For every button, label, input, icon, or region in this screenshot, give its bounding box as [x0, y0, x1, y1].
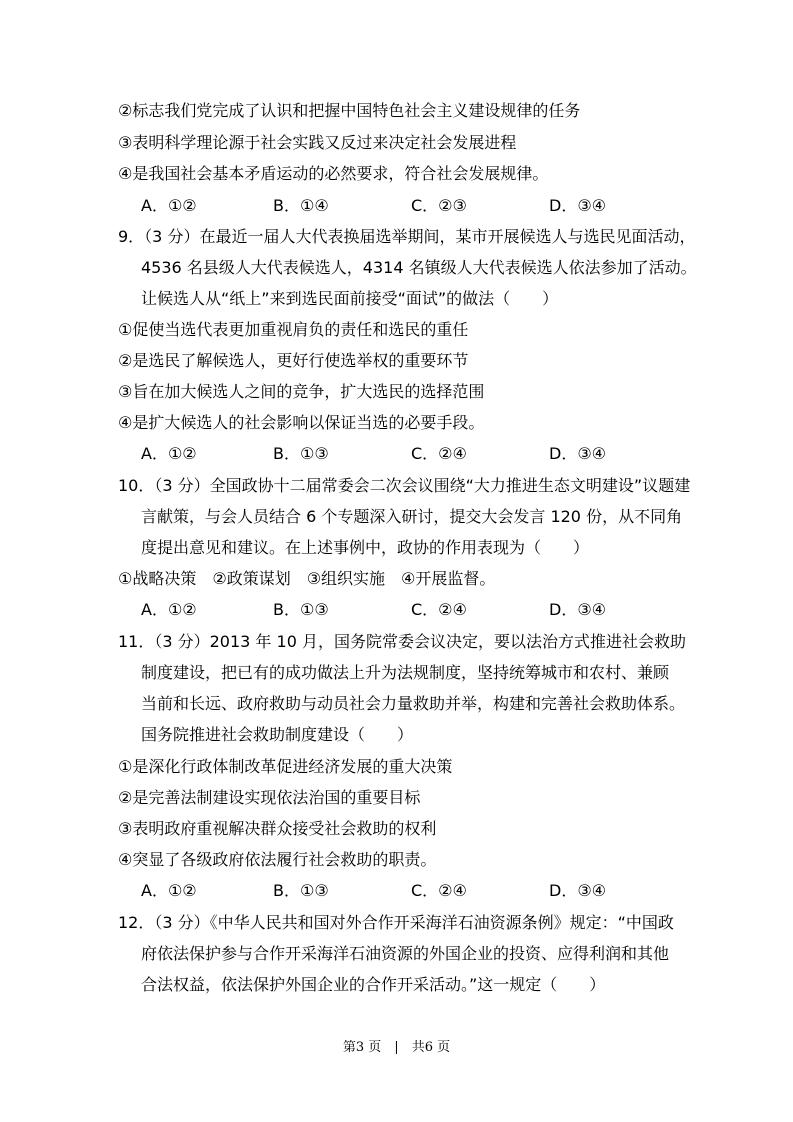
q11-option-b: B．①③: [273, 881, 329, 900]
q10-option-b: B．①③: [273, 600, 329, 619]
q8-statement-2: ②标志我们党完成了认识和把握中国特色社会主义建设规律的任务: [118, 101, 581, 120]
q10-stem-line-1: 10．（3 分）全国政协十二届常委会二次会议围绕“大力推进生态文明建设”议题建: [118, 476, 691, 495]
q9-stem-line-2: 4536 名县级人大代表候选人，4314 名镇级人大代表候选人依法参加了活动。: [141, 258, 697, 277]
q10-stem-line-3: 度提出意见和建议。在上述事例中，政协的作用表现为（ ）: [141, 538, 590, 557]
q10-stem-line-2: 言献策，与会人员结合 6 个专题深入研讨，提交大会发言 120 份，从不同角: [141, 507, 683, 526]
q12-stem-line-2: 府依法保护参与合作开采海洋石油资源的外国企业的投资、应得利润和其他: [141, 944, 670, 963]
q11-options: [141, 881, 701, 901]
q8-option-d: D．③④: [549, 196, 607, 215]
q8-options: [141, 196, 701, 216]
q9-option-b: B．①③: [273, 444, 329, 463]
q10-option-d: D．③④: [549, 600, 607, 619]
q11-option-d: D．③④: [549, 881, 607, 900]
q11-stem-line-4: 国务院推进社会救助制度建设（ ）: [141, 725, 414, 744]
q8-option-c: C．②③: [411, 196, 467, 215]
q11-stem-line-3: 当前和长远、政府救助与动员社会力量救助并举，构建和完善社会救助体系。: [141, 694, 686, 713]
q9-option-a: A．①②: [141, 444, 197, 463]
q11-statement-4: ④突显了各级政府依法履行社会救助的职责。: [118, 850, 437, 869]
q9-statement-1: ①促使当选代表更加重视肩负的责任和选民的重任: [118, 320, 469, 339]
q10-option-c: C．②④: [411, 600, 467, 619]
q11-stem-line-1: 11．（3 分）2013 年 10 月，国务院常委会议决定，要以法治方式推进社会救助: [118, 632, 686, 651]
q12-stem-line-3: 合法权益，依法保护外国企业的合作开采活动。”这一规定（ ）: [141, 975, 606, 994]
q8-option-a: A．①②: [141, 196, 197, 215]
page-footer: 第3 页 | 共6 页: [342, 1040, 451, 1055]
q8-statement-4: ④是我国社会基本矛盾运动的必然要求，符合社会发展规律。: [118, 164, 549, 183]
q9-statement-3: ③旨在加大候选人之间的竞争，扩大选民的选择范围: [118, 382, 485, 401]
q9-option-d: D．③④: [549, 444, 607, 463]
q11-stem-line-2: 制度建设，把已有的成功做法上升为法规制度，坚持统筹城市和农村、兼顾: [141, 663, 670, 682]
q8-statement-3: ③表明科学理论源于社会实践又反过来决定社会发展进程: [118, 133, 517, 152]
q9-statement-4: ④是扩大候选人的社会影响以保证当选的必要手段。: [118, 413, 485, 432]
q10-options: [141, 600, 701, 620]
q11-statement-1: ①是深化行政体制改革促进经济发展的重大决策: [118, 757, 453, 776]
q12-stem-line-1: 12．（3 分）《中华人民共和国对外合作开采海洋石油资源条例》规定：“中国政: [118, 913, 674, 932]
q9-options: [141, 444, 701, 464]
q9-stem-line-1: 9．（3 分）在最近一届人大代表换届选举期间，某市开展候选人与选民见面活动，: [118, 227, 696, 246]
q8-option-b: B．①④: [273, 196, 329, 215]
q11-statement-3: ③表明政府重视解决群众接受社会救助的权利: [118, 819, 437, 838]
q11-statement-2: ②是完善法制建设实现依法治国的重要目标: [118, 788, 421, 807]
q9-statement-2: ②是选民了解候选人，更好行使选举权的重要环节: [118, 351, 469, 370]
q11-option-a: A．①②: [141, 881, 197, 900]
q11-option-c: C．②④: [411, 881, 467, 900]
q9-stem-line-3: 让候选人从“纸上”来到选民面前接受“面试”的做法（ ）: [141, 289, 559, 308]
q10-statements: ①战略决策 ②政策谋划 ③组织实施 ④开展监督。: [118, 569, 496, 588]
q10-option-a: A．①②: [141, 600, 197, 619]
q9-option-c: C．②④: [411, 444, 467, 463]
